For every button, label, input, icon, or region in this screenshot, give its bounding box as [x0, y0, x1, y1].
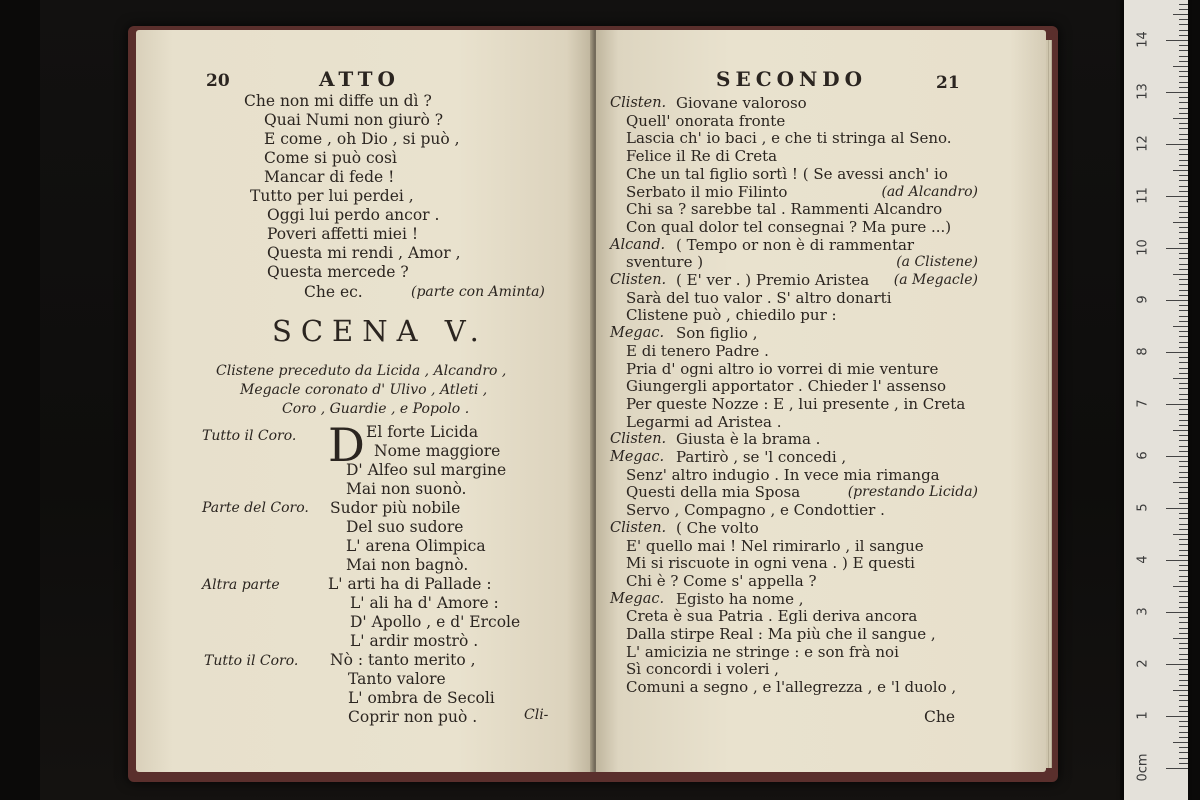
ruler-tick — [1179, 706, 1188, 707]
ruler-tick — [1179, 607, 1188, 608]
ruler-tick — [1179, 212, 1188, 213]
ruler-tick — [1173, 118, 1188, 119]
ruler-tick — [1179, 633, 1188, 634]
ruler-tick — [1179, 284, 1188, 285]
dialogue-text: Clistene può , chiedilo pur : — [626, 306, 837, 325]
chorus-line: L' arena Olimpica — [346, 537, 486, 555]
catchword: Cli- — [524, 707, 549, 723]
right-page-number: 21 — [936, 73, 960, 93]
ruler-tick — [1179, 305, 1188, 306]
ruler-number: 3 — [1135, 607, 1151, 616]
ruler-tick — [1179, 685, 1188, 686]
stage-direction-line: Clistene preceduto da Licida , Alcandro , — [216, 363, 507, 379]
ruler-tick — [1166, 144, 1188, 145]
verse-line: E come , oh Dio , si può , — [264, 130, 460, 148]
ruler-tick — [1179, 680, 1188, 681]
dialogue-text: Sarà del tuo valor . S' altro donarti — [626, 288, 892, 307]
ruler-number: 11 — [1135, 187, 1151, 204]
ruler-tick — [1179, 97, 1188, 98]
ruler-tick — [1179, 758, 1188, 759]
ruler-tick — [1179, 394, 1188, 395]
chorus-line: L' ali ha d' Amore : — [350, 594, 499, 612]
ruler-tick — [1179, 201, 1188, 202]
ruler-tick — [1179, 628, 1188, 629]
dialogue-text: Chi è ? Come s' appella ? — [626, 571, 817, 590]
dialogue-text: Con qual dolor tel consegnai ? Ma pure ...) — [626, 217, 952, 236]
ruler-tick — [1179, 165, 1188, 166]
ruler-tick — [1179, 362, 1188, 363]
dialogue-text: Chi sa ? sarebbe tal . Rammenti Alcandro — [626, 200, 943, 219]
stage-direction-inline: (prestando Licida) — [847, 484, 978, 501]
ruler-tick — [1179, 524, 1188, 525]
ruler-tick — [1179, 581, 1188, 582]
verse-line: Oggi lui perdo ancor . — [267, 206, 440, 224]
ruler-tick — [1179, 602, 1188, 603]
ruler-tick — [1179, 295, 1188, 296]
ruler-tick — [1179, 269, 1188, 270]
ruler-tick — [1179, 643, 1188, 644]
verse-line: Quai Numi non giurò ? — [264, 111, 444, 129]
ruler-tick — [1179, 503, 1188, 504]
ruler-tick — [1179, 451, 1188, 452]
dialogue-text: ( Che volto — [676, 518, 759, 537]
speaker-label: Altra parte — [202, 577, 280, 593]
ruler-tick — [1179, 747, 1188, 748]
ruler-tick — [1179, 227, 1188, 228]
ruler-tick — [1179, 24, 1188, 25]
chorus-line: Nò : tanto merito , — [330, 651, 476, 669]
ruler-tick — [1166, 300, 1188, 301]
ruler-tick — [1179, 4, 1188, 5]
ruler-tick — [1179, 108, 1188, 109]
ruler-tick — [1173, 586, 1188, 587]
ruler-tick — [1179, 113, 1188, 114]
ruler-tick — [1179, 232, 1188, 233]
ruler-tick — [1179, 290, 1188, 291]
left-running-head: ATTO — [319, 67, 400, 91]
dialogue-text: ( Tempo or non è di rammentar — [676, 235, 915, 254]
ruler-tick — [1179, 596, 1188, 597]
ruler-tick — [1179, 425, 1188, 426]
ruler-tick — [1179, 570, 1188, 571]
ruler-tick — [1173, 170, 1188, 171]
ruler-tick — [1173, 14, 1188, 15]
ruler-tick — [1179, 9, 1188, 10]
ruler-tick — [1179, 648, 1188, 649]
ruler-tick — [1179, 737, 1188, 738]
ruler-tick — [1179, 253, 1188, 254]
ruler-tick — [1179, 752, 1188, 753]
chorus-line: L' ombra de Secoli — [348, 689, 495, 707]
ruler-number: 12 — [1135, 135, 1151, 152]
stage-direction-line: Megacle coronato d' Ulivo , Atleti , — [240, 382, 488, 398]
dialogue-text: Creta è sua Patria . Egli deriva ancora — [626, 607, 918, 626]
ruler-tick — [1179, 383, 1188, 384]
verse-line: Tutto per lui perdei , — [250, 187, 414, 205]
dialogue-text: Dalla stirpe Real : Ma più che il sangue , — [626, 625, 936, 643]
ruler-tick — [1179, 763, 1188, 764]
ruler-tick — [1179, 373, 1188, 374]
ruler-number: 4 — [1135, 555, 1151, 564]
ruler-tick — [1179, 388, 1188, 389]
speaker-label: Megac. — [610, 449, 665, 465]
speaker-label: Megac. — [610, 590, 665, 607]
ruler-tick — [1173, 326, 1188, 327]
ruler-tick — [1166, 92, 1188, 93]
right-page — [596, 30, 1046, 772]
ruler-tick — [1179, 238, 1188, 239]
dialogue-text: Sì concordi i voleri , — [626, 660, 779, 679]
ruler-tick — [1179, 217, 1188, 218]
ruler-tick — [1179, 160, 1188, 161]
ruler-tick — [1179, 576, 1188, 577]
ruler-tick — [1179, 539, 1188, 540]
ruler-tick — [1179, 591, 1188, 592]
ruler-tick — [1179, 513, 1188, 514]
ruler-tick — [1179, 550, 1188, 551]
verse-line: Che non mi diffe un dì ? — [244, 92, 432, 110]
left-page-number: 20 — [206, 71, 230, 91]
ruler-tick — [1179, 414, 1188, 415]
dialogue-text: E di tenero Padre . — [626, 341, 769, 360]
ruler-tick — [1179, 56, 1188, 57]
ruler-tick — [1179, 321, 1188, 322]
ruler-tick — [1179, 123, 1188, 124]
ruler-tick — [1166, 40, 1188, 41]
stage-direction-inline: (a Megacle) — [893, 272, 978, 288]
ruler-tick — [1166, 456, 1188, 457]
ruler-tick — [1179, 368, 1188, 369]
ruler-number: 9 — [1135, 295, 1151, 304]
ruler-tick — [1166, 716, 1188, 717]
dialogue-text: Pria d' ogni altro io vorrei di mie venture — [626, 359, 939, 378]
ruler-tick — [1179, 659, 1188, 660]
ruler-tick — [1179, 128, 1188, 129]
ruler-tick — [1179, 711, 1188, 712]
ruler-tick — [1173, 430, 1188, 431]
dialogue-text: sventure ) — [626, 253, 704, 272]
chorus-line: Tanto valore — [348, 670, 446, 688]
ruler-tick — [1179, 472, 1188, 473]
ruler-tick — [1179, 347, 1188, 348]
ruler-tick — [1179, 721, 1188, 722]
ruler-tick — [1179, 149, 1188, 150]
dialogue-text: Senz' altro indugio . In vece mia rimanga — [626, 465, 940, 484]
ruler-tick — [1179, 50, 1188, 51]
ruler-tick — [1179, 154, 1188, 155]
ruler-tick — [1179, 35, 1188, 36]
measurement-ruler — [1124, 0, 1188, 800]
ruler-tick — [1179, 435, 1188, 436]
ruler-tick — [1179, 134, 1188, 135]
speaker-label: Parte del Coro. — [202, 500, 309, 516]
verse-line: Poveri affetti miei ! — [267, 225, 419, 243]
ruler-tick — [1179, 264, 1188, 265]
dialogue-text: Per queste Nozze : E , lui presente , in Creta — [626, 394, 966, 413]
ruler-tick — [1179, 76, 1188, 77]
catchword: Che — [924, 708, 956, 726]
ruler-tick — [1166, 248, 1188, 249]
ruler-tick — [1179, 336, 1188, 337]
right-running-head: SECONDO — [716, 67, 868, 91]
ruler-number: 8 — [1135, 347, 1151, 356]
dialogue-text: Servo , Compagno , e Condottier . — [626, 501, 885, 520]
speaker-label: Tutto il Coro. — [204, 653, 299, 669]
ruler-number: 10 — [1135, 239, 1151, 256]
ruler-tick — [1179, 518, 1188, 519]
ruler-tick — [1179, 409, 1188, 410]
dialogue-text: Son figlio , — [676, 324, 758, 343]
dialogue-text: Giungergli apportator . Chieder l' assenso — [626, 377, 947, 396]
ruler-tick — [1179, 674, 1188, 675]
chorus-line: L' ardir mostrò . — [350, 632, 479, 650]
ruler-tick — [1179, 477, 1188, 478]
speaker-label: Clisten. — [610, 519, 667, 536]
chorus-line: L' arti ha di Pallade : — [328, 575, 492, 593]
ruler-tick — [1179, 492, 1188, 493]
ruler-tick — [1173, 482, 1188, 483]
chorus-line: Mai non suonò. — [346, 480, 467, 498]
ruler-tick — [1179, 243, 1188, 244]
ruler-tick — [1179, 71, 1188, 72]
speaker-label: Clisten. — [610, 272, 667, 288]
ruler-tick — [1179, 186, 1188, 187]
dialogue-text: Che un tal figlio sortì ! ( Se avessi anch' io — [626, 164, 948, 183]
speaker-label: Clisten. — [610, 95, 667, 111]
speaker-label: Megac. — [610, 325, 665, 342]
ruler-tick — [1173, 534, 1188, 535]
ruler-tick — [1179, 654, 1188, 655]
verse-line: Mancar di fede ! — [264, 168, 395, 186]
ruler-tick — [1179, 191, 1188, 192]
drop-cap: D — [328, 418, 365, 472]
ruler-tick — [1179, 310, 1188, 311]
ruler-tick — [1179, 420, 1188, 421]
ruler-tick — [1166, 508, 1188, 509]
stage-direction-inline: (a Clistene) — [896, 254, 978, 271]
chorus-line: El forte Licida — [366, 423, 479, 441]
dialogue-text: Legarmi ad Aristea . — [626, 412, 782, 431]
ruler-number: 13 — [1135, 83, 1151, 100]
ruler-tick — [1179, 102, 1188, 103]
ruler-tick — [1179, 544, 1188, 545]
stage-direction-inline: (ad Alcandro) — [881, 183, 978, 200]
chorus-line: Del suo sudore — [346, 518, 464, 536]
dialogue-text: L' amicizia ne stringe : e son frà noi — [626, 642, 899, 661]
verse-line: Come si può così — [264, 149, 397, 167]
ruler-number: 5 — [1135, 503, 1151, 512]
ruler-tick — [1166, 352, 1188, 353]
ruler-tick — [1179, 180, 1188, 181]
ruler-tick — [1179, 487, 1188, 488]
speaker-label: Clisten. — [610, 431, 667, 448]
ruler-tick — [1179, 440, 1188, 441]
ruler-tick — [1173, 274, 1188, 275]
ruler-number: 7 — [1135, 399, 1151, 408]
ruler-tick — [1166, 664, 1188, 665]
ruler-tick — [1173, 690, 1188, 691]
ruler-tick — [1173, 66, 1188, 67]
ruler-tick — [1166, 196, 1188, 197]
exit-direction: (parte con Aminta) — [411, 284, 545, 300]
dialogue-text: Lascia ch' io baci , e che ti stringa al Seno. — [626, 129, 952, 148]
ruler-tick — [1179, 565, 1188, 566]
ruler-tick — [1166, 560, 1188, 561]
ruler-tick — [1179, 669, 1188, 670]
dialogue-text: Comuni a segno , e l'allegrezza , e 'l duolo , — [626, 678, 957, 697]
ruler-tick — [1179, 19, 1188, 20]
stage-direction-line: Coro , Guardie , e Popolo . — [282, 401, 470, 417]
ruler-tick — [1179, 617, 1188, 618]
dialogue-text: Egisto ha nome , — [676, 589, 804, 608]
ruler-number: 2 — [1135, 659, 1151, 668]
ruler-tick — [1179, 258, 1188, 259]
verse-line: Che ec. — [304, 283, 363, 301]
verse-line: Questa mi rendi , Amor , — [267, 244, 461, 262]
ruler-tick — [1179, 357, 1188, 358]
dialogue-text: Questi della mia Sposa — [626, 483, 801, 502]
speaker-label: Tutto il Coro. — [202, 428, 297, 444]
ruler-tick — [1179, 175, 1188, 176]
ruler-number: 1 — [1135, 711, 1151, 720]
chorus-line: D' Alfeo sul margine — [346, 461, 507, 479]
ruler-tick — [1173, 378, 1188, 379]
ruler-tick — [1173, 222, 1188, 223]
chorus-line: Nome maggiore — [374, 442, 501, 460]
ruler-tick — [1179, 466, 1188, 467]
ruler-tick — [1179, 399, 1188, 400]
ruler-tick — [1179, 695, 1188, 696]
dialogue-text: Giusta è la brama . — [676, 430, 821, 449]
ruler-tick — [1179, 342, 1188, 343]
ruler-tick — [1179, 331, 1188, 332]
ruler-tick — [1179, 732, 1188, 733]
dialogue-text: Giovane valoroso — [676, 94, 807, 112]
ruler-number: 0cm — [1135, 753, 1151, 782]
ruler-tick — [1179, 316, 1188, 317]
left-page — [136, 30, 594, 772]
dialogue-text: Felice il Re di Creta — [626, 147, 778, 166]
dialogue-text: Partirò , se 'l concedi , — [676, 448, 847, 466]
chorus-line: Sudor più nobile — [330, 499, 461, 517]
ruler-tick — [1179, 139, 1188, 140]
ruler-tick — [1173, 638, 1188, 639]
ruler-tick — [1179, 555, 1188, 556]
ruler-tick — [1179, 30, 1188, 31]
ruler-tick — [1179, 498, 1188, 499]
ruler-tick — [1179, 461, 1188, 462]
chorus-line: Mai non bagnò. — [346, 556, 469, 574]
ruler-tick — [1166, 404, 1188, 405]
scene-title: SCENA V. — [272, 314, 488, 348]
ruler-tick — [1179, 700, 1188, 701]
ruler-number: 6 — [1135, 451, 1151, 460]
ruler-tick — [1179, 82, 1188, 83]
ruler-tick — [1179, 726, 1188, 727]
ruler-tick — [1166, 768, 1188, 769]
chorus-line: D' Apollo , e d' Ercole — [350, 613, 521, 631]
ruler-tick — [1179, 279, 1188, 280]
ruler-tick — [1173, 742, 1188, 743]
ruler-tick — [1179, 61, 1188, 62]
ruler-tick — [1179, 206, 1188, 207]
ruler-tick — [1179, 87, 1188, 88]
dialogue-text: ( E' ver . ) Premio Aristea — [676, 271, 870, 289]
dialogue-text: Quell' onorata fronte — [626, 111, 786, 130]
ruler-number: 14 — [1135, 31, 1151, 48]
ruler-tick — [1179, 529, 1188, 530]
ruler-tick — [1166, 612, 1188, 613]
dialogue-text: E' quello mai ! Nel rimirarlo , il sangue — [626, 536, 924, 555]
ruler-tick — [1179, 45, 1188, 46]
verse-line: Questa mercede ? — [267, 263, 409, 281]
ruler-tick — [1179, 622, 1188, 623]
speaker-label: Alcand. — [610, 236, 666, 253]
dialogue-text: Serbato il mio Filinto — [626, 182, 788, 201]
ruler-tick — [1179, 446, 1188, 447]
dialogue-text: Mi si riscuote in ogni vena . ) E questi — [626, 554, 915, 573]
chorus-line: Coprir non può . — [348, 708, 478, 726]
